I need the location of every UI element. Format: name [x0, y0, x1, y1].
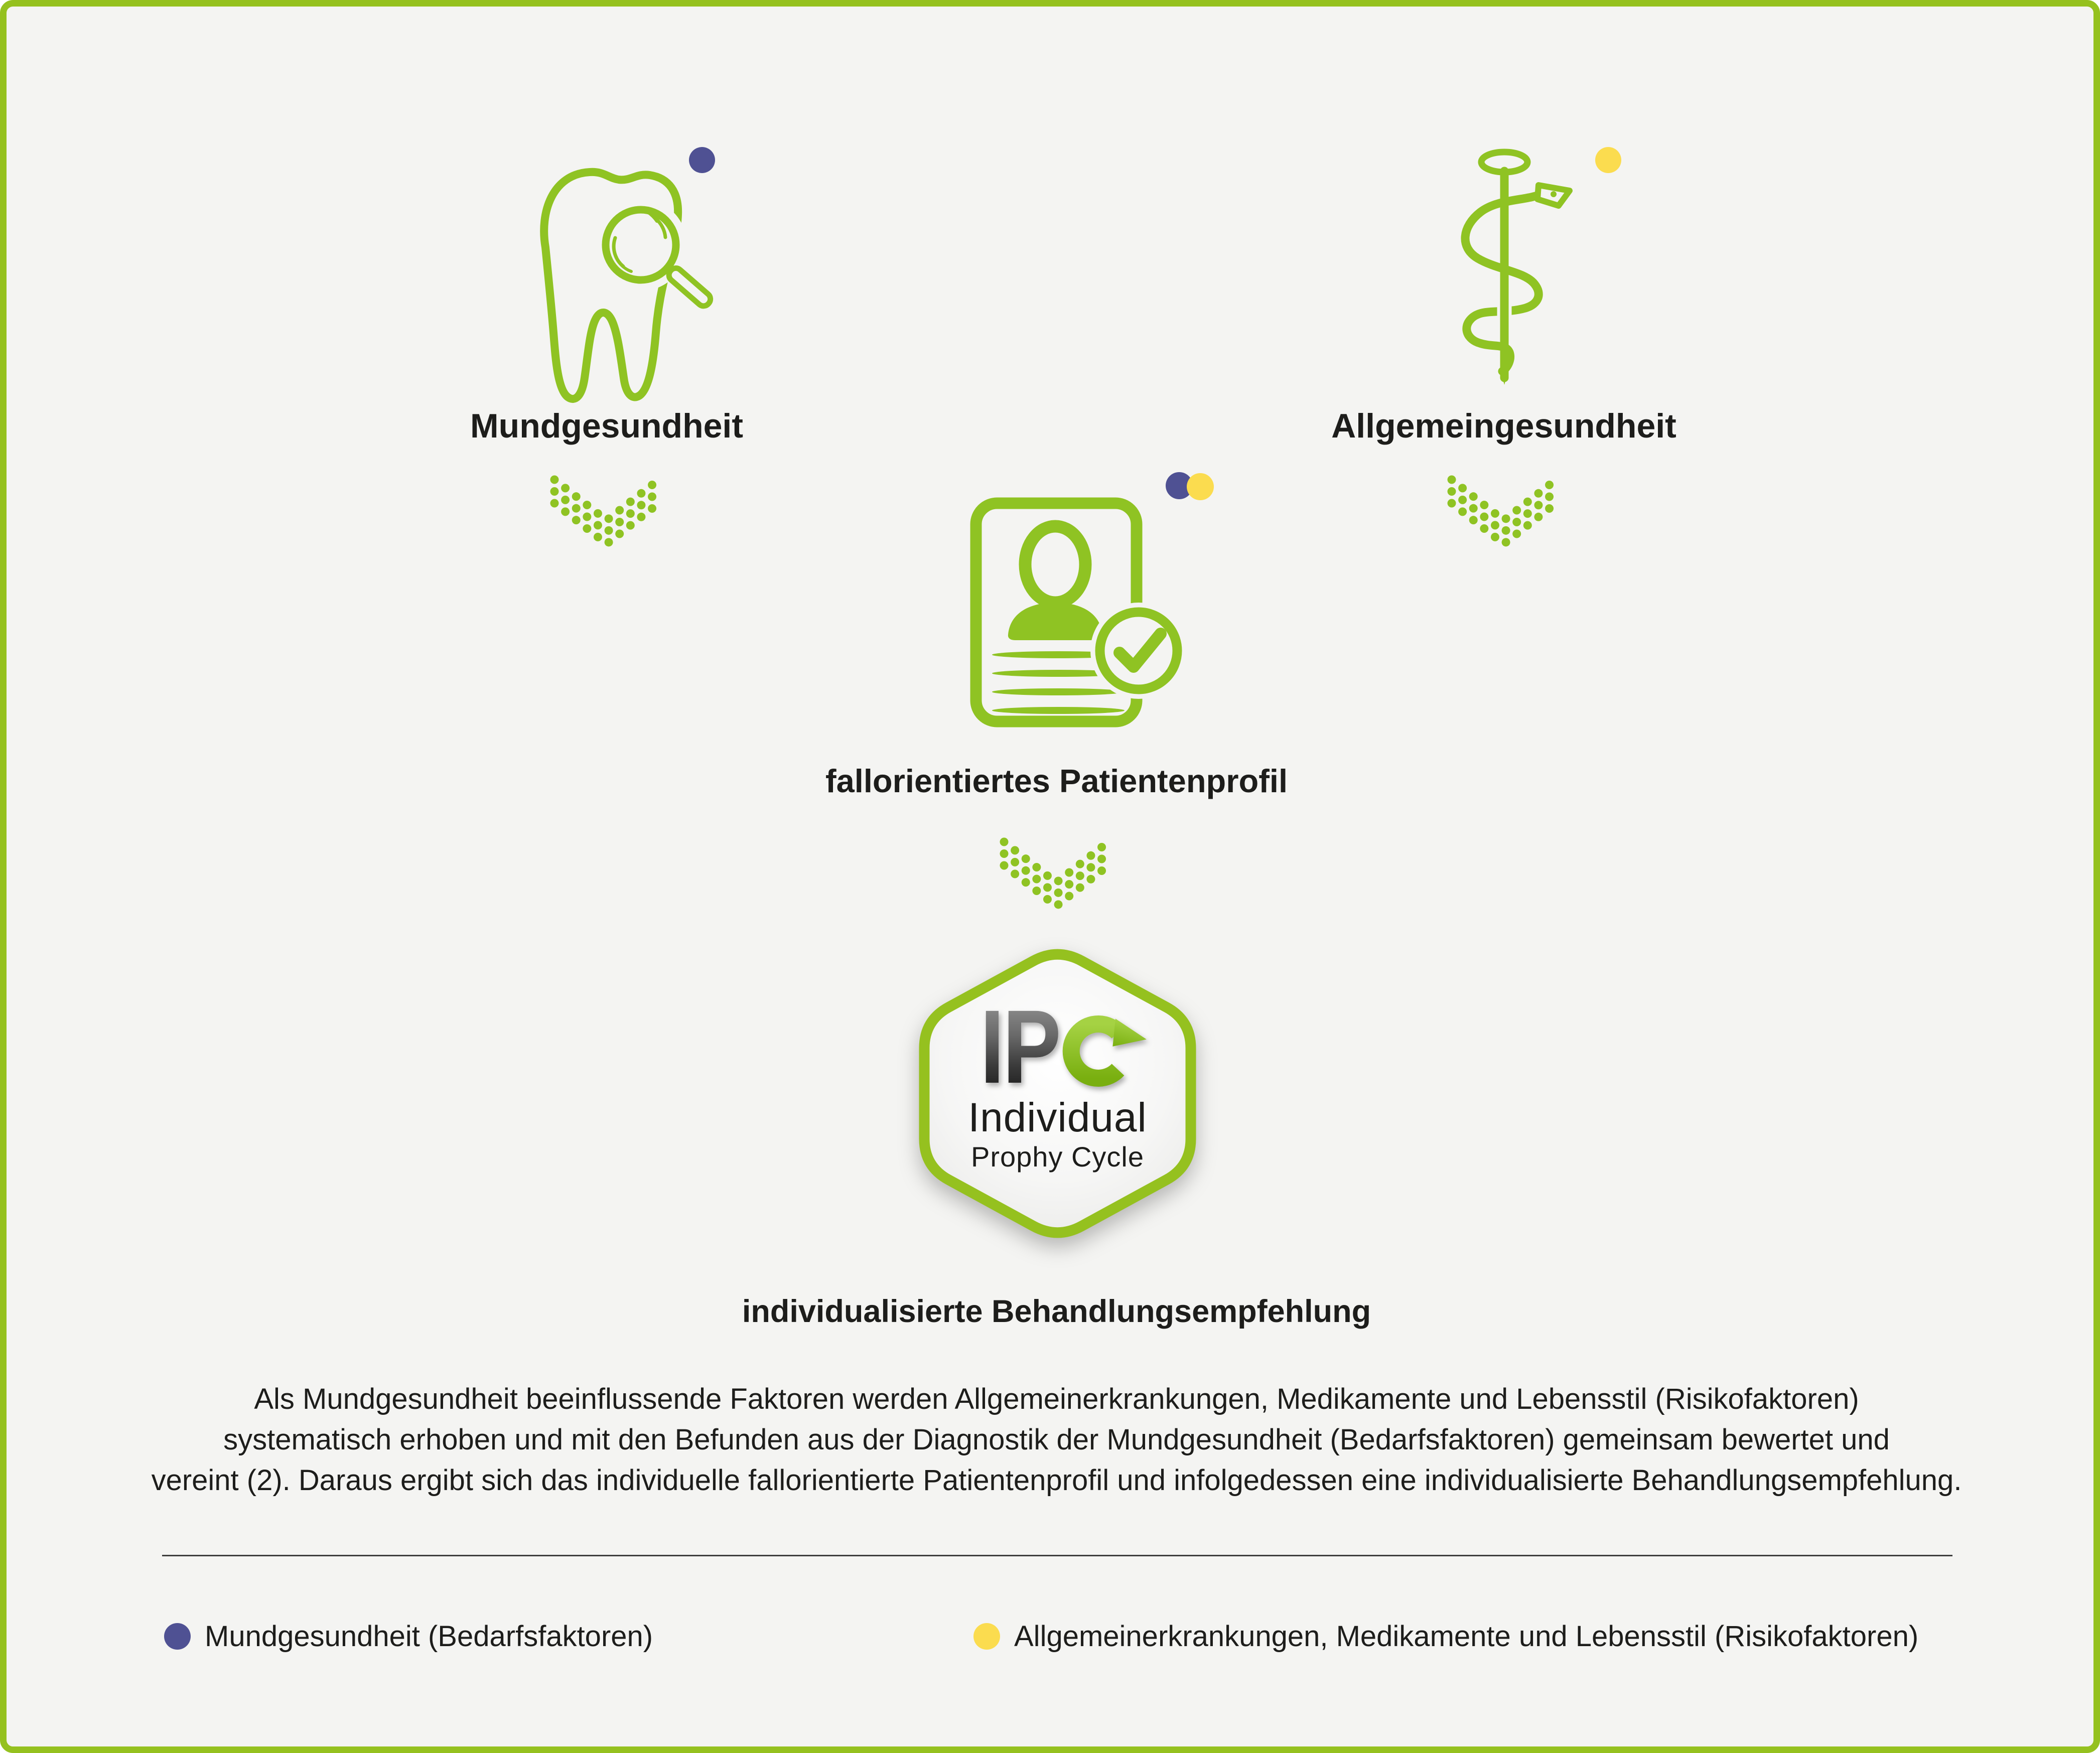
ipc-logo [915, 989, 1200, 1105]
paragraph-line: systematisch erhoben und mit den Befunden aus der Diagnostik der Mundgesundheit (Bedarfsfaktoren) gemeinsam bewertet und [223, 1423, 1890, 1456]
cycle-arrow-letter-c [1061, 1011, 1150, 1092]
magnifier-handle [666, 265, 713, 309]
legend-label: Mundgesundheit (Bedarfsfaktoren) [205, 1620, 653, 1653]
ipc-letters-ip: IP [980, 989, 1060, 1105]
general-health-label: Allgemeingesundheit [1331, 407, 1676, 445]
yellow-dot-icon [1187, 473, 1214, 500]
legend-item-oral [164, 1620, 653, 1653]
chevron-down-dotted-icon [998, 835, 1114, 915]
patient-profile-label: fallorientiertes Patientenprofil [825, 763, 1288, 799]
purple-dot-icon [689, 147, 715, 173]
divider-line [162, 1555, 1952, 1556]
snake-eye [1551, 191, 1557, 197]
paragraph-line: vereint (2). Daraus ergibt sich das individuelle fallorientierte Patientenprofil und infolgedessen eine individualisierte Behandlungsempfehlung. [151, 1464, 1962, 1497]
ipc-subtitle: Prophy Cycle [970, 1141, 1145, 1173]
legend-label: Allgemeinerkrankungen, Medikamente und Lebensstil (Risikofaktoren) [1014, 1620, 1919, 1653]
ipc-title: Individual [968, 1095, 1147, 1140]
recommendation-label: individualisierte Behandlungsempfehlung [742, 1294, 1371, 1329]
description-paragraph [107, 1379, 2006, 1501]
aesculapius-staff-icon [1432, 142, 1627, 393]
tooth-magnifier-icon [513, 142, 724, 413]
yellow-dot-icon [1595, 147, 1621, 173]
oral-health-label: Mundgesundheit [470, 407, 743, 445]
purple-dot-icon [164, 1623, 191, 1650]
profile-shoulders [1008, 603, 1102, 640]
yellow-dot-icon [973, 1623, 1000, 1650]
patient-profile-check-icon [960, 458, 1226, 739]
magnifier-lens [606, 210, 676, 280]
profile-head [1025, 526, 1085, 603]
chevron-down-dotted-icon [548, 473, 665, 553]
chevron-down-dotted-icon [1446, 473, 1562, 553]
legend-item-general [973, 1620, 1919, 1653]
paragraph-line: Als Mundgesundheit beeinflussende Faktoren werden Allgemeinerkrankungen, Medikamente und Lebensstil (Risikofaktoren) [254, 1383, 1859, 1415]
check-circle [1100, 612, 1177, 689]
